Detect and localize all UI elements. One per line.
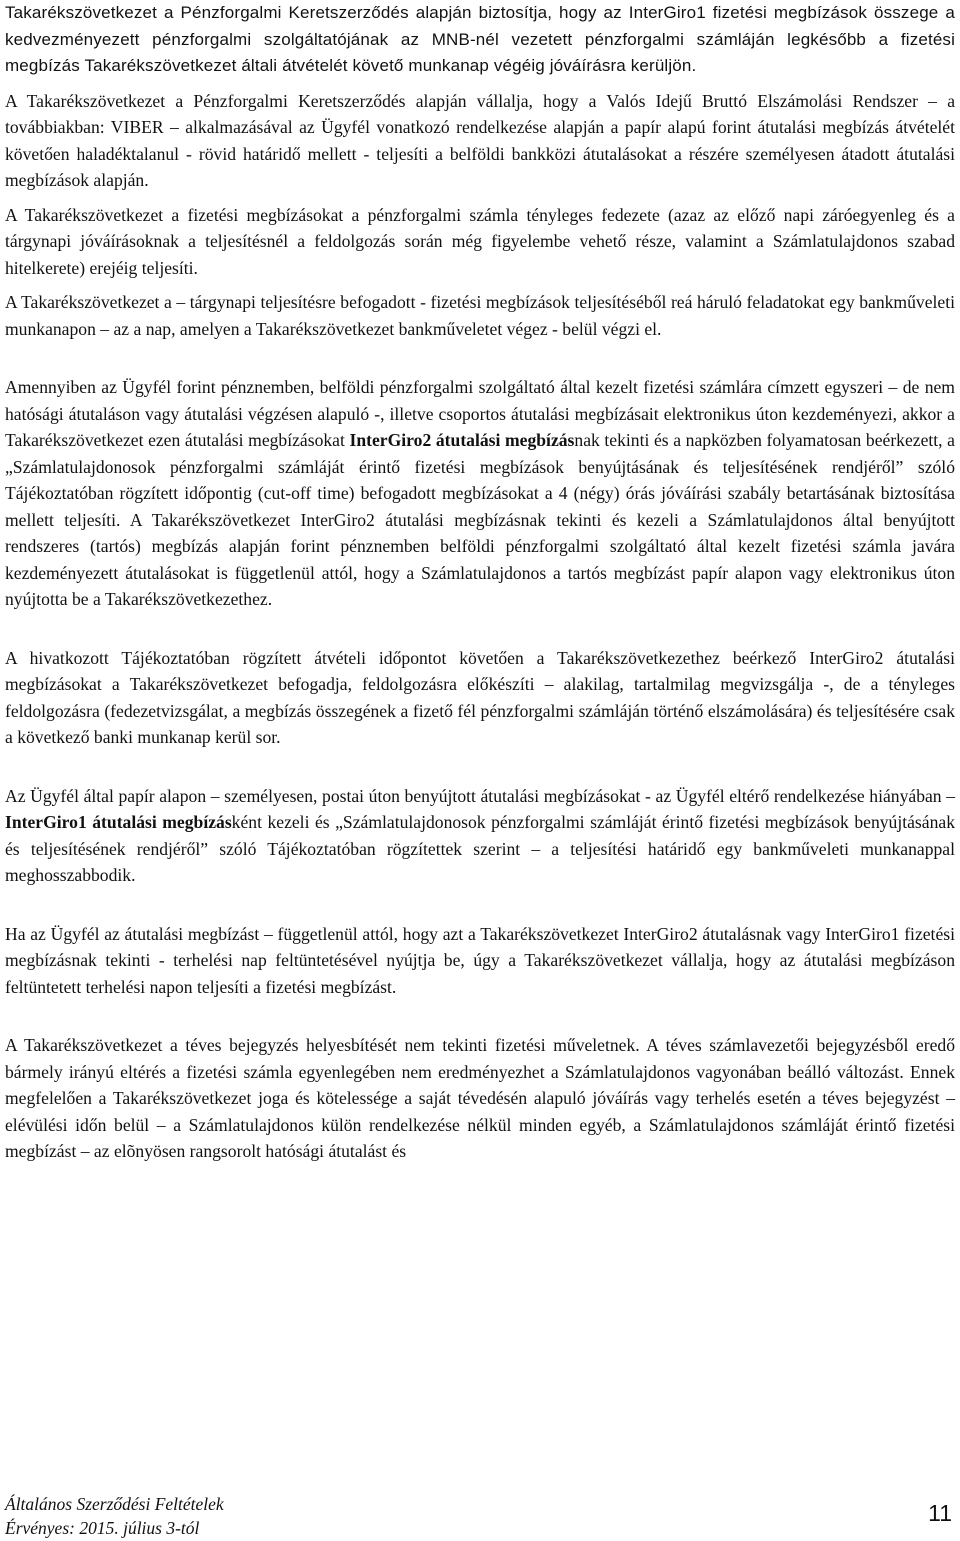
page-footer [5, 1492, 224, 1540]
paragraph-7 [5, 783, 955, 889]
paragraph-6: A hivatkozott Tájékoztatóban rögzített átvételi időpontot követően a Takarékszövetkezethez beérkező InterGiro2 átutalási megbízásokat a Takarékszövetkezet befogadja, feldolgozásra előkészíti – alakilag, tartalmilag megvizsgálja -, de a tényleges feldolgozásra (fedezetvizsgálat, a megbízás összegének a fizető fél pénzforgalmi számláján történő elszámolására) és teljesítésére csak a következő banki munkanap kerül sor. [5, 647, 955, 747]
paragraph-7-bold: InterGiro1 átutalási megbízás [5, 812, 232, 832]
paragraph-1: Takarékszövetkezet a Pénzforgalmi Keretszerződés alapján biztosítja, hogy az InterGiro1 fizetési megbízások összege a kedvezményezett pénzforgalmi szolgáltatójának az MNB-nél vezetett pénzforgalmi számláján legkésőbb a fizetési megbízás Takarékszövetkezet általi átvételét követő munkanap végéig jóváírásra kerüljön. [5, 3, 955, 75]
paragraph-9: A Takarékszövetkezet a téves bejegyzés helyesbítését nem tekinti fizetési műveletnek. A téves számlavezetői bejegyzésből eredő bármely irányú eltérés a fizetési számla egyenlegében nem eredményezhet a Számlatulajdonos vagyonában beálló változást. Ennek megfelelően a Takarékszövetkezet joga és kötelessége a saját tévedésén alapuló jóváírás vagy terhelés esetén a téves bejegyzést – elévülési időn belül – a Számlatulajdonos külön rendelkezése nélkül minden egyéb, a Számlatulajdonos számláját érintő fizetési megbízást – az elõnyösen rangsorolt hatósági átutalást és [5, 1035, 955, 1161]
paragraph-3: A Takarékszövetkezet a fizetési megbízásokat a pénzforgalmi számla tényleges fedezete (azaz az előző napi záróegyenleg és a tárgynapi jóváírásoknak a teljesítésnél a feldolgozás során még figyelembe vehető része, valamint a Számlatulajdonos szabad hitelkerete) erejéig teljesíti. [5, 204, 955, 278]
paragraph-2: A Takarékszövetkezet a Pénzforgalmi Keretszerződés alapján vállalja, hogy a Valós Idejű Bruttó Elszámolási Rendszer – a továbbiakban: VIBER – alkalmazásával az Ügyfél vonatkozó rendelkezése alapján a papír alapú forint átutalási megbízás átvételét követően haladéktalanul - rövid határidő mellett - teljesíti a belföldi bankközi átutalásokat a részére személyesen átadott átutalási megbízások alapján. [5, 90, 955, 190]
paragraph-8: Ha az Ügyfél az átutalási megbízást – függetlenül attól, hogy azt a Takarékszövetkezet InterGiro2 átutalásnak vagy InterGiro1 fizetési megbízásnak tekinti - terhelési nap feltüntetésével nyújtja be, úgy a Takarékszövetkezet vállalja, hogy az átutalási megbízáson feltüntetett terhelési napon teljesíti a fizetési megbízást. [5, 923, 955, 997]
document-body [5, 0, 955, 1165]
paragraph-5-start: Amennyiben az Ügyfél forint pénznemben, belföldi pénzforgalmi szolgáltató által kezelt fizetési számlára címzett egyszeri – de nem hatósági átutaláson vagy átutalási végzésen alapuló -, illetve csoportos átutalási megbízásait elektronikus úton kezdeményezi, akkor a Takarékszövetkezet ezen átutalási megbízásokat [5, 377, 955, 450]
page-number: 11 [928, 1500, 952, 1526]
paragraph-5-end: nak tekinti és a napközben folyamatosan beérkezett, a „Számlatulajdonosok pénzforgalmi számláját érintő fizetési megbízások benyújtásának és teljesítésének rendjéről” szóló Tájékoztatóban rögzített időpontig (cut-off time) befogadott megbízásokat a 4 (négy) órás jóváírási szabály betartásának biztosítása mellett teljesíti. A Takarékszövetkezet InterGiro2 átutalási megbízásnak tekinti és kezeli a Számlatulajdonos által benyújtott rendszeres (tartós) megbízás alapján forint pénznemben belföldi pénzforgalmi szolgáltató által kezelt fizetési számla javára kezdeményezett átutalásokat is függetlenül attól, hogy a Számlatulajdonos a tartós megbízást papír alapon vagy elektronikus úton nyújtotta be a Takarékszövetkezethez. [5, 430, 955, 609]
paragraph-5 [5, 374, 955, 613]
paragraph-4: A Takarékszövetkezet a – tárgynapi teljesítésre befogadott - fizetési megbízások teljesítéséből reá háruló feladatokat egy bankműveleti munkanapon – az a nap, amelyen a Takarékszövetkezet bankműveletet végez - belül végzi el. [5, 292, 955, 339]
paragraph-7-start: Az Ügyfél által papír alapon – személyesen, postai úton benyújtott átutalási megbízásokat - az Ügyfél eltérő rendelkezése hiányában – [5, 785, 955, 806]
footer-validity: Érvényes: 2015. július 3-tól [5, 1518, 200, 1538]
paragraph-7-end: ként kezeli és „Számlatulajdonosok pénzforgalmi számláját érintő fizetési megbízások benyújtásának és teljesítésének rendjéről” szóló Tájékoztatóban rögzítettek szerint – a teljesítési határidő egy bankműveleti munkanappal meghosszabbodik. [5, 812, 955, 885]
paragraph-5-bold: InterGiro2 átutalási megbízás [349, 430, 575, 450]
footer-title: Általános Szerződési Feltételek [5, 1494, 224, 1514]
